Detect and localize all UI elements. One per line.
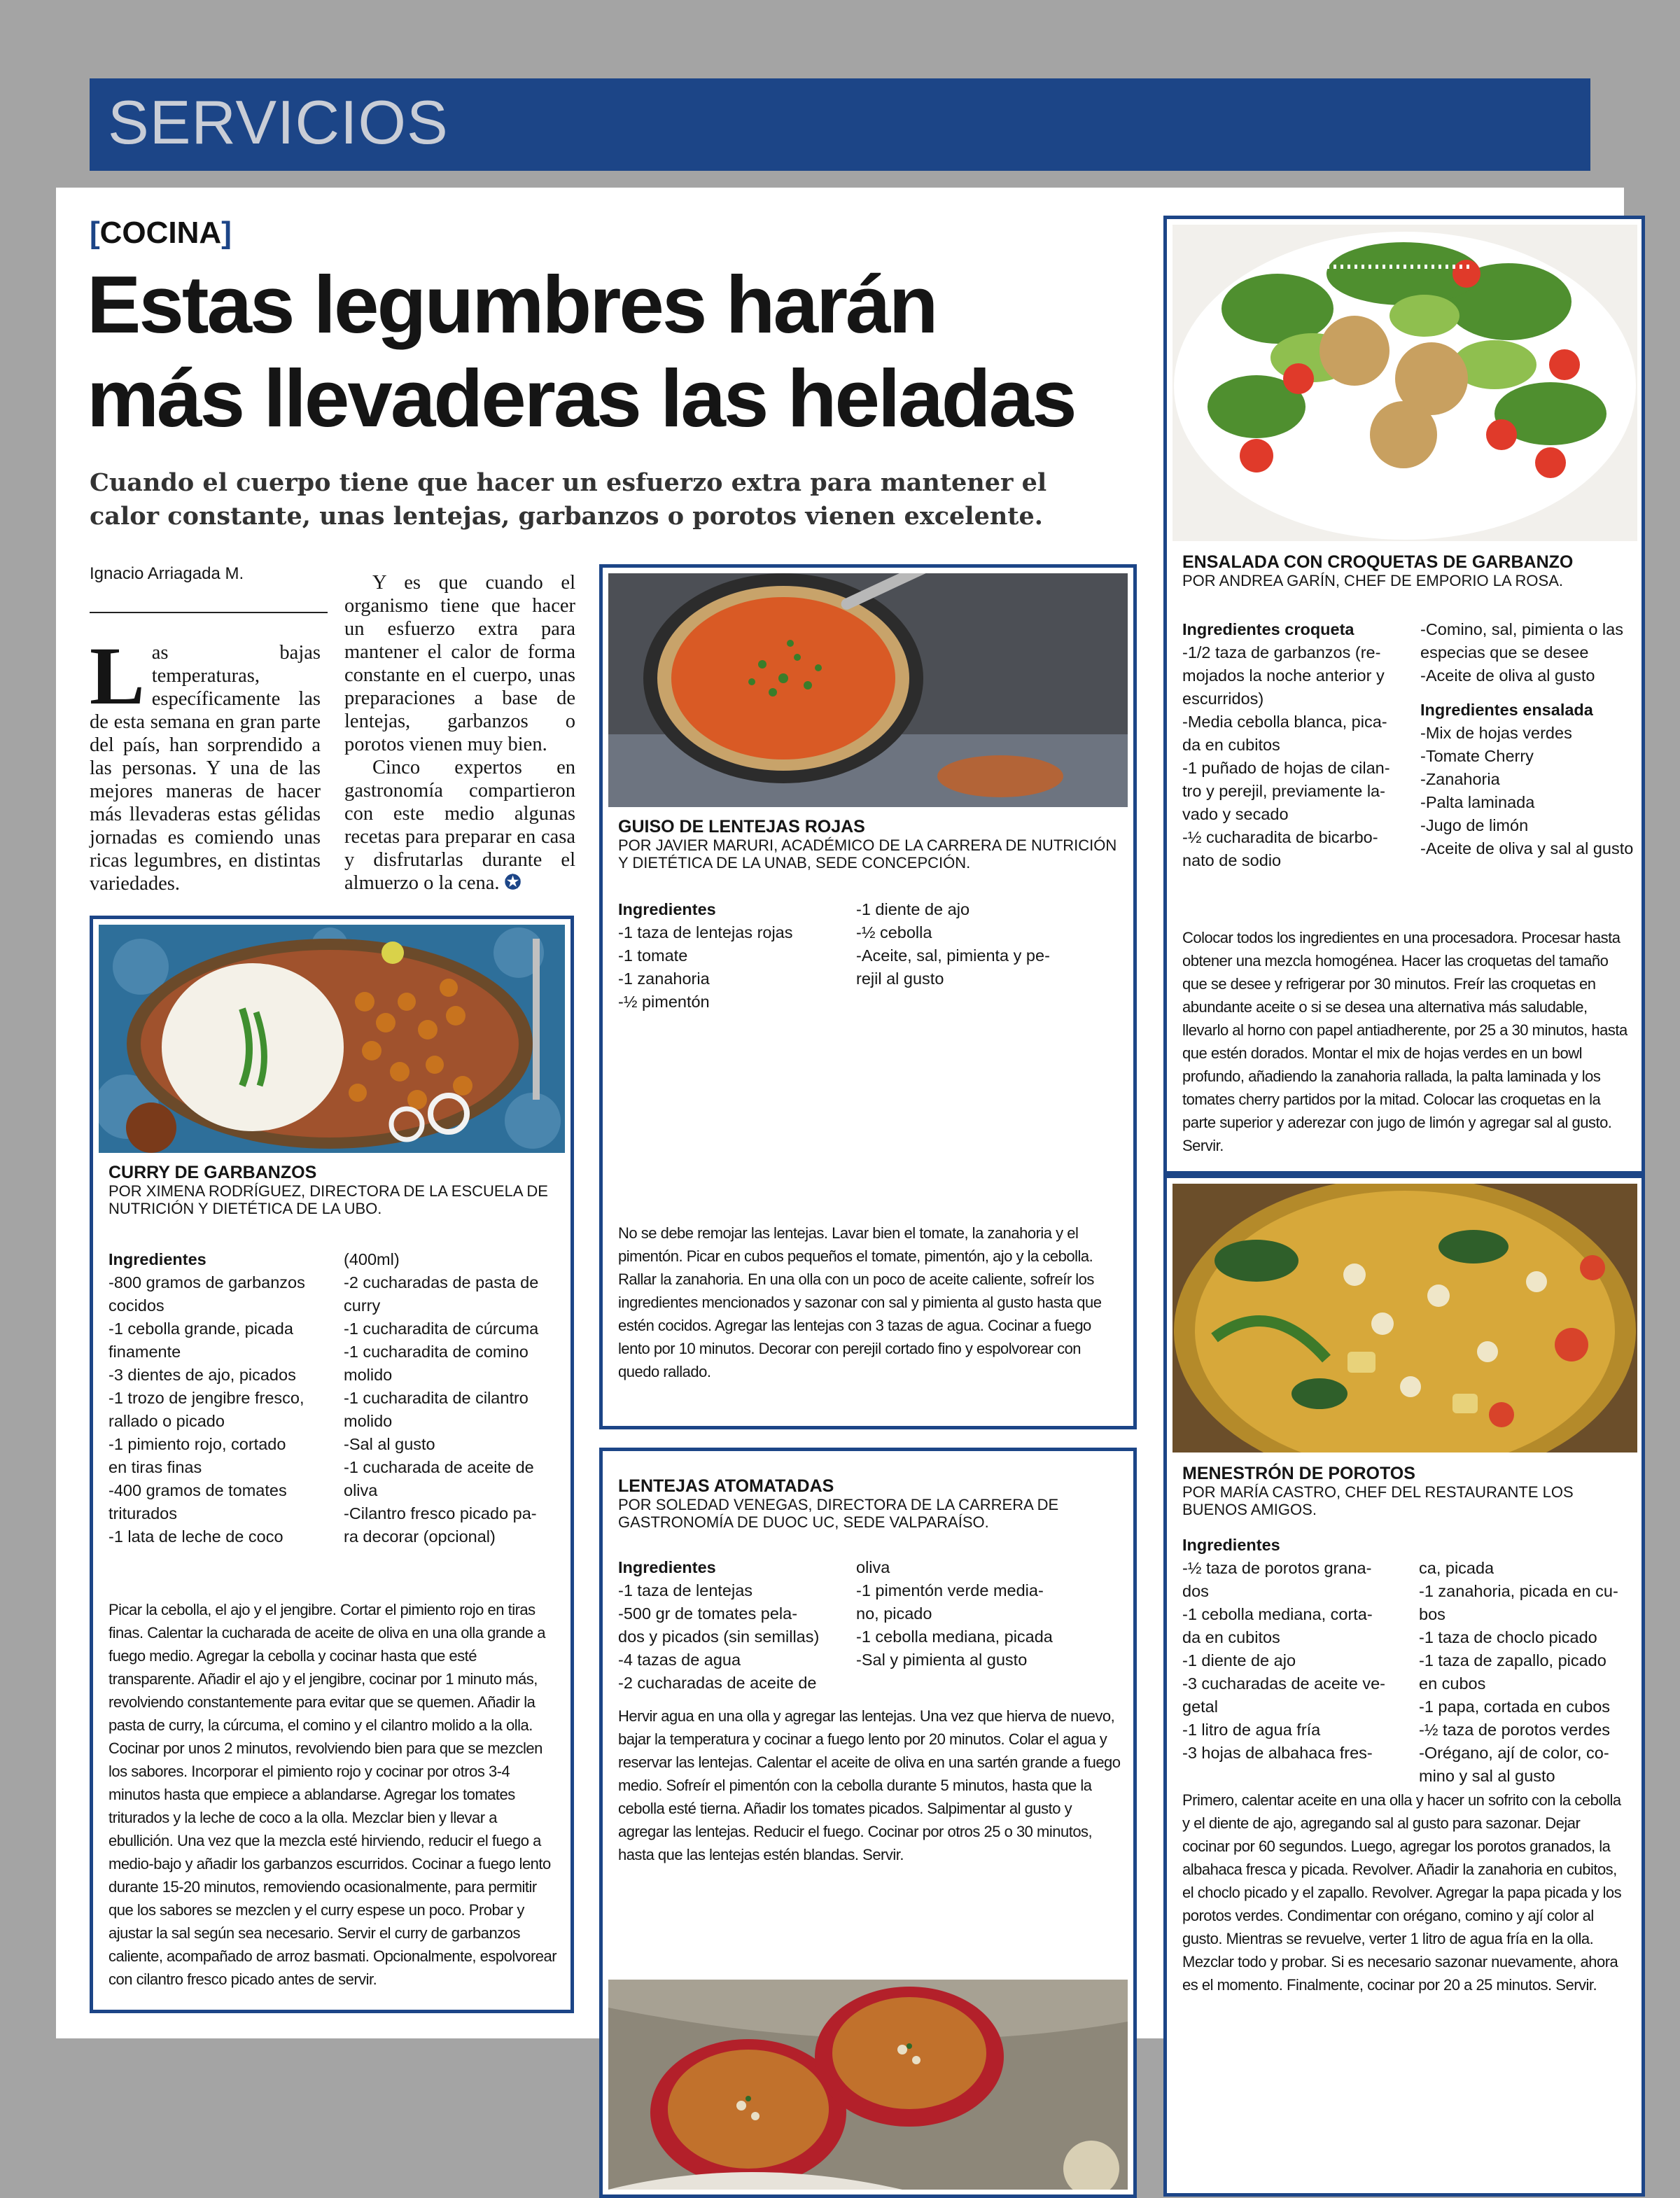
end-mark-icon: ✪ [504, 872, 522, 894]
ingredient-line: -Cilantro fresco picado pa- [344, 1504, 537, 1522]
ingredient-line: triturados [108, 1504, 177, 1522]
ingredient-line: -400 gramos de tomates [108, 1481, 287, 1499]
ingredient-line: -½ cucharadita de bicarbo- [1182, 828, 1378, 846]
ensalada-ingredients-croqueta-heading: Ingredientes croqueta [1182, 620, 1354, 638]
intro-paragraph-3: Cinco expertos en gastronomía compartieron con este medio algunas recetas para preparar en casa y disfrutarlas durante el almuerzo o la cena. [344, 757, 575, 894]
ingredient-line: -Sal al gusto [344, 1435, 435, 1453]
recipe-card-curry [90, 916, 574, 2013]
ensalada-ingredients-col2 [1420, 618, 1644, 860]
ingredient-line: rallado o picado [108, 1412, 225, 1430]
ingredient-line: -Zanahoria [1420, 770, 1500, 788]
ingredient-line: -½ cebolla [856, 923, 932, 941]
ingredient-line: -1/2 taza de garbanzos (re- [1182, 643, 1381, 662]
ingredient-line: -2 cucharadas de aceite de [618, 1674, 817, 1692]
ingredient-line: -Aceite de oliva y sal al gusto [1420, 839, 1634, 858]
ingredient-line: molido [344, 1412, 393, 1430]
atomatadas-steps: Hervir agua en una olla y agregar las lentejas. Una vez que hierva de nuevo, bajar la temperatura y cocinar a fuego lento por 20 minutos. Colar el agua y reservar las lentejas. Calentar el aceite de oliva en una sartén grande a fuego medio. Sofreír el pimentón con la cebolla durante 5 minutos, hasta que la cebolla esté tierna. Añadir los tomates picados. Salpimentar al gusto y agregar las lentejas. Reducir el fuego. Cocinar por otros 25 o 30 minutos, hasta que las lentejas estén blandas. Servir. [618, 1707, 1121, 1863]
recipe-card-ensalada [1163, 216, 1645, 1175]
ingredient-line: -½ taza de porotos verdes [1419, 1721, 1611, 1739]
ingredient-line: curry [344, 1296, 381, 1315]
ingredient-line: dos y picados (sin semillas) [618, 1628, 820, 1646]
ingredient-line: -½ taza de porotos grana- [1182, 1559, 1372, 1577]
ingredient-line: -½ pimentón [618, 993, 710, 1011]
ingredient-line: tro y perejil, previamente la- [1182, 782, 1385, 800]
intro-column-1 [90, 630, 321, 895]
ingredient-line: -3 dientes de ajo, picados [108, 1366, 296, 1384]
ingredient-line: getal [1182, 1698, 1218, 1716]
ingredient-line: da en cubitos [1182, 1628, 1280, 1646]
ensalada-author: POR ANDREA GARÍN, CHEF DE EMPORIO LA ROSA. [1182, 572, 1564, 589]
ingredient-line: en cubos [1419, 1674, 1486, 1693]
atomatadas-title: LENTEJAS ATOMATADAS [618, 1476, 834, 1496]
atomatadas-ingredients-heading: Ingredientes [618, 1558, 716, 1576]
ingredient-line: -4 tazas de agua [618, 1651, 741, 1669]
ingredient-line: -1 puñado de hojas de cilan- [1182, 759, 1390, 777]
ingredient-line: -1 diente de ajo [1182, 1651, 1296, 1670]
recipe-card-atomatadas [599, 1448, 1137, 2013]
ingredient-line: -1 cebolla mediana, picada [856, 1628, 1053, 1646]
atomatadas-ingredients-col1 [618, 1556, 856, 1695]
ensalada-steps: Colocar todos los ingredientes en una procesadora. Procesar hasta obtener una mezcla homogénea. Hacer las croquetas del tamaño que se desee y refrigerar por 30 minutos. Freír las croquetas en abundante aceite o si se desea una alternativa más saludable, llevarlo al horno con papel antiadherente, por 25 a 30 minutos, hasta que estén dorados. Montar el mix de hojas verdes en un bowl profundo, añadiendo la zanahoria rallada, la palta laminada y los tomates cherry partidos por la mitad. Colocar las croquetas en la parte superior y aderezar con jugo de limón y agregar sal al gusto. Servir. [1182, 929, 1628, 1154]
ingredient-line: -1 pimiento rojo, cortado [108, 1435, 286, 1453]
ensalada-ingredients-col1 [1182, 618, 1420, 872]
ingredient-line: bos [1419, 1605, 1446, 1623]
ingredient-line: -1 diente de ajo [856, 900, 970, 918]
ingredient-line: -2 cucharadas de pasta de [344, 1273, 539, 1292]
ingredient-line: -1 cebolla mediana, corta- [1182, 1605, 1373, 1623]
guiso-steps: No se debe remojar las lentejas. Lavar bien el tomate, la zanahoria y el pimentón. Picar en cubos pequeños el tomate, pimentón, ajo y la cebolla. Rallar la zanahoria. En una olla con un poco de aceite caliente, sofreír los ingredientes mencionados y sazonar con sal y pimienta al gusto hasta que estén cocidos. Agregar las lentejas con 3 tazas de agua. Cocinar a fuego lento por 10 minutos. Decorar con perejil cortado fino y espolvorear con quedo rallado. [618, 1224, 1102, 1380]
ensalada-title: ENSALADA CON CROQUETAS DE GARBANZO [1182, 552, 1574, 572]
curry-ingredients-heading: Ingredientes [108, 1250, 206, 1268]
curry-title: CURRY DE GARBANZOS [108, 1163, 317, 1182]
menestron-photo [1172, 1184, 1637, 1452]
ingredient-line: especias que se desee [1420, 643, 1589, 662]
guiso-ingredients-heading: Ingredientes [618, 900, 716, 918]
guiso-ingredients-col1 [618, 898, 849, 1014]
intro-paragraph-1: as bajas temperaturas, específicamente las de esta semana en gran parte del país, han sorprendido a las personas. Y una de las mejores maneras de hacer más llevaderas estas gélidas jornadas es comiendo unas ricas legumbres, en distintas variedades. [90, 642, 321, 895]
ingredient-line: -1 taza de lentejas [618, 1581, 753, 1600]
menestron-ingredients-col2 [1419, 1557, 1643, 1788]
ingredient-line: -Orégano, ají de color, co- [1419, 1744, 1609, 1762]
ingredient-line: -1 lata de leche de coco [108, 1527, 284, 1546]
menestron-title: MENESTRÓN DE POROTOS [1182, 1464, 1415, 1483]
ingredient-line: -Jugo de limón [1420, 816, 1529, 834]
section-title: SERVICIOS [108, 88, 449, 157]
ingredient-line: -1 taza de lentejas rojas [618, 923, 793, 941]
ingredient-line: -1 taza de zapallo, picado [1419, 1651, 1606, 1670]
curry-steps: Picar la cebolla, el ajo y el jengibre. Cortar el pimiento rojo en tiras finas. Calentar la cucharada de aceite de oliva en una olla grande a fuego medio. Agregar la cebolla y cocinar hasta que esté transparente. Añadir el ajo y el jengibre, cocinar por 1 minuto más, revolviendo constantemente para evitar que se quemen. Añadir la pasta de curry, la cúrcuma, el comino y el cilantro molido a la olla. Cocinar por unos 2 minutos, revolviendo bien para que se mezclen los sabores. Incorporar el pimiento rojo y cocinar por otros 3-4 minutos hasta que empiece a ablandarse. Agregar los tomates triturados y la leche de coco a la olla. Mezclar bien y llevar a ebullición. Una vez que la mezcla esté hirviendo, reducir el fuego a medio-bajo y añadir los garbanzos escurridos. Cocinar a fuego lento durante 15-20 minutos, removiendo ocasionalmente, para permitir que los sabores se mezclen y el curry espese un poco. Probar y ajustar la sal según sea necesario. Servir el curry de garbanzos caliente, acompañado de arroz basmati. Opcionalmente, espolvorear con cilantro fresco picado antes de servir. [108, 1601, 557, 1988]
ingredient-line: -Tomate Cherry [1420, 747, 1534, 765]
ingredient-line: vado y secado [1182, 805, 1289, 823]
curry-ingredients-col1 [108, 1248, 332, 1548]
ingredient-line: mojados la noche anterior y [1182, 666, 1385, 685]
atomatadas-ingredients-col2 [856, 1556, 1115, 1672]
guiso-ingredients-col2 [856, 898, 1115, 990]
ingredient-line: -1 pimentón verde media- [856, 1581, 1044, 1600]
ingredient-line: -3 cucharadas de aceite ve- [1182, 1674, 1385, 1693]
atomatadas-photo-frame [599, 1980, 1137, 2198]
ingredient-line: cocidos [108, 1296, 164, 1315]
recipe-card-menestron [1163, 1175, 1645, 2197]
ingredient-line: -1 litro de agua fría [1182, 1721, 1321, 1739]
ingredient-line: rejil al gusto [856, 969, 944, 988]
recipe-card-guiso [599, 564, 1137, 1429]
atomatadas-photo [608, 1980, 1128, 2190]
ingredient-line: oliva [344, 1481, 378, 1499]
newspaper-page [56, 188, 1634, 2038]
ingredient-line: no, picado [856, 1604, 932, 1623]
ingredient-line: -Aceite de oliva al gusto [1420, 666, 1595, 685]
ingredient-line: -1 zanahoria, picada en cu- [1419, 1582, 1618, 1600]
ingredient-line: nato de sodio [1182, 851, 1282, 869]
ensalada-ingredients-ensalada-heading: Ingredientes ensalada [1420, 701, 1593, 719]
menestron-ingredients-col1 [1182, 1534, 1413, 1765]
byline: Ignacio Arriagada M. [90, 564, 244, 583]
ingredient-line: en tiras finas [108, 1458, 202, 1476]
ingredient-line: -1 cucharadita de cúrcuma [344, 1320, 539, 1338]
ingredient-line: molido [344, 1366, 393, 1384]
ingredient-line: -1 taza de choclo picado [1419, 1628, 1597, 1646]
ingredient-line: ra decorar (opcional) [344, 1527, 496, 1546]
ingredient-line: -1 cucharadita de comino [344, 1343, 528, 1361]
ingredient-line: -1 papa, cortada en cubos [1419, 1698, 1611, 1716]
ingredient-line: -1 trozo de jengibre fresco, [108, 1389, 304, 1407]
headline-line-1: Estas legumbres harán [87, 259, 937, 350]
ingredient-line: -Mix de hojas verdes [1420, 724, 1572, 742]
menestron-steps: Primero, calentar aceite en una olla y hacer un sofrito con la cebolla y el diente de ajo, agregando sal al gusto para sazonar. Dejar cocinar por 60 segundos. Luego, agregar los porotos granados, la albahaca fresca y picada. Revolver. Añadir la zanahoria en cubitos, el choclo picado y el zapallo. Revolver. Agregar la papa picada y los porotos verdes. Condimentar con orégano, comino y ají color al gusto. Mientras se revuelve, verter 1 litro de agua fría en la olla. Mezclar todo y probar. Si es necesario sazonar nuevamente, ahora es el momento. Finalmente, cocinar por 20 a 25 minutos. Servir. [1182, 1791, 1622, 1994]
ingredient-line: da en cubitos [1182, 736, 1280, 754]
ingredient-line: finamente [108, 1343, 181, 1361]
ingredient-line: -1 cebolla grande, picada [108, 1320, 293, 1338]
ingredient-line: oliva [856, 1558, 890, 1576]
ingredient-line: -1 cucharada de aceite de [344, 1458, 534, 1476]
menestron-ingredients-heading: Ingredientes [1182, 1536, 1280, 1554]
ingredient-line: ca, picada [1419, 1559, 1494, 1577]
ingredient-line: -800 gramos de garbanzos [108, 1273, 305, 1292]
curry-author: POR XIMENA RODRÍGUEZ, DIRECTORA DE LA ESCUELA DE NUTRICIÓN Y DIETÉTICA DE LA UBO. [108, 1182, 548, 1217]
kicker-text: COCINA [99, 216, 222, 250]
ensalada-photo [1172, 225, 1637, 541]
section-banner [90, 78, 1590, 171]
kicker: [COCINA] [90, 216, 232, 250]
ingredient-line: -Palta laminada [1420, 793, 1535, 811]
ingredient-line: -3 hojas de albahaca fres- [1182, 1744, 1373, 1762]
ingredient-line: -Aceite, sal, pimienta y pe- [856, 946, 1050, 965]
deck: Cuando el cuerpo tiene que hacer un esfuerzo extra para mantener el calor constante, unas lentejas, garbanzos o porotos vienen excelente. [90, 468, 1047, 531]
curry-photo [99, 925, 565, 1153]
ingredient-line: -Media cebolla blanca, pica- [1182, 713, 1387, 731]
atomatadas-author: POR SOLEDAD VENEGAS, DIRECTORA DE LA CARRERA DE GASTRONOMÍA DE DUOC UC, SEDE VALPARAÍSO. [618, 1496, 1059, 1531]
ingredient-line: -Comino, sal, pimienta o las [1420, 620, 1623, 638]
ingredient-line: (400ml) [344, 1250, 400, 1268]
curry-ingredients-col2 [344, 1248, 561, 1548]
ingredient-line: -1 zanahoria [618, 969, 710, 988]
headline [87, 258, 1075, 445]
ingredient-line: dos [1182, 1582, 1209, 1600]
menestron-author: POR MARÍA CASTRO, CHEF DEL RESTAURANTE LOS BUENOS AMIGOS. [1182, 1483, 1574, 1518]
guiso-title: GUISO DE LENTEJAS ROJAS [618, 817, 865, 836]
intro-column-2 [344, 571, 575, 895]
ingredient-line: -Sal y pimienta al gusto [856, 1651, 1028, 1669]
ingredient-line: -500 gr de tomates pela- [618, 1604, 798, 1623]
ingredient-line: -1 tomate [618, 946, 688, 965]
guiso-photo [608, 573, 1128, 807]
intro-paragraph-2: Y es que cuando el organismo tiene que hacer un esfuerzo extra para mantener el calor de forma constante en el cuerpo, unas preparaciones a base de lentejas, garbanzos o porotos vienen muy bien. [344, 572, 575, 755]
ingredient-line: escurridos) [1182, 690, 1264, 708]
byline-rule [90, 612, 328, 613]
dropcap: L [90, 630, 145, 722]
headline-line-2: más llevaderas las heladas [87, 353, 1075, 444]
ingredient-line: -1 cucharadita de cilantro [344, 1389, 528, 1407]
ingredient-line: mino y sal al gusto [1419, 1767, 1555, 1785]
guiso-author: POR JAVIER MARURI, ACADÉMICO DE LA CARRERA DE NUTRICIÓN Y DIETÉTICA DE LA UNAB, SEDE CONCEPCIÓN. [618, 836, 1117, 872]
